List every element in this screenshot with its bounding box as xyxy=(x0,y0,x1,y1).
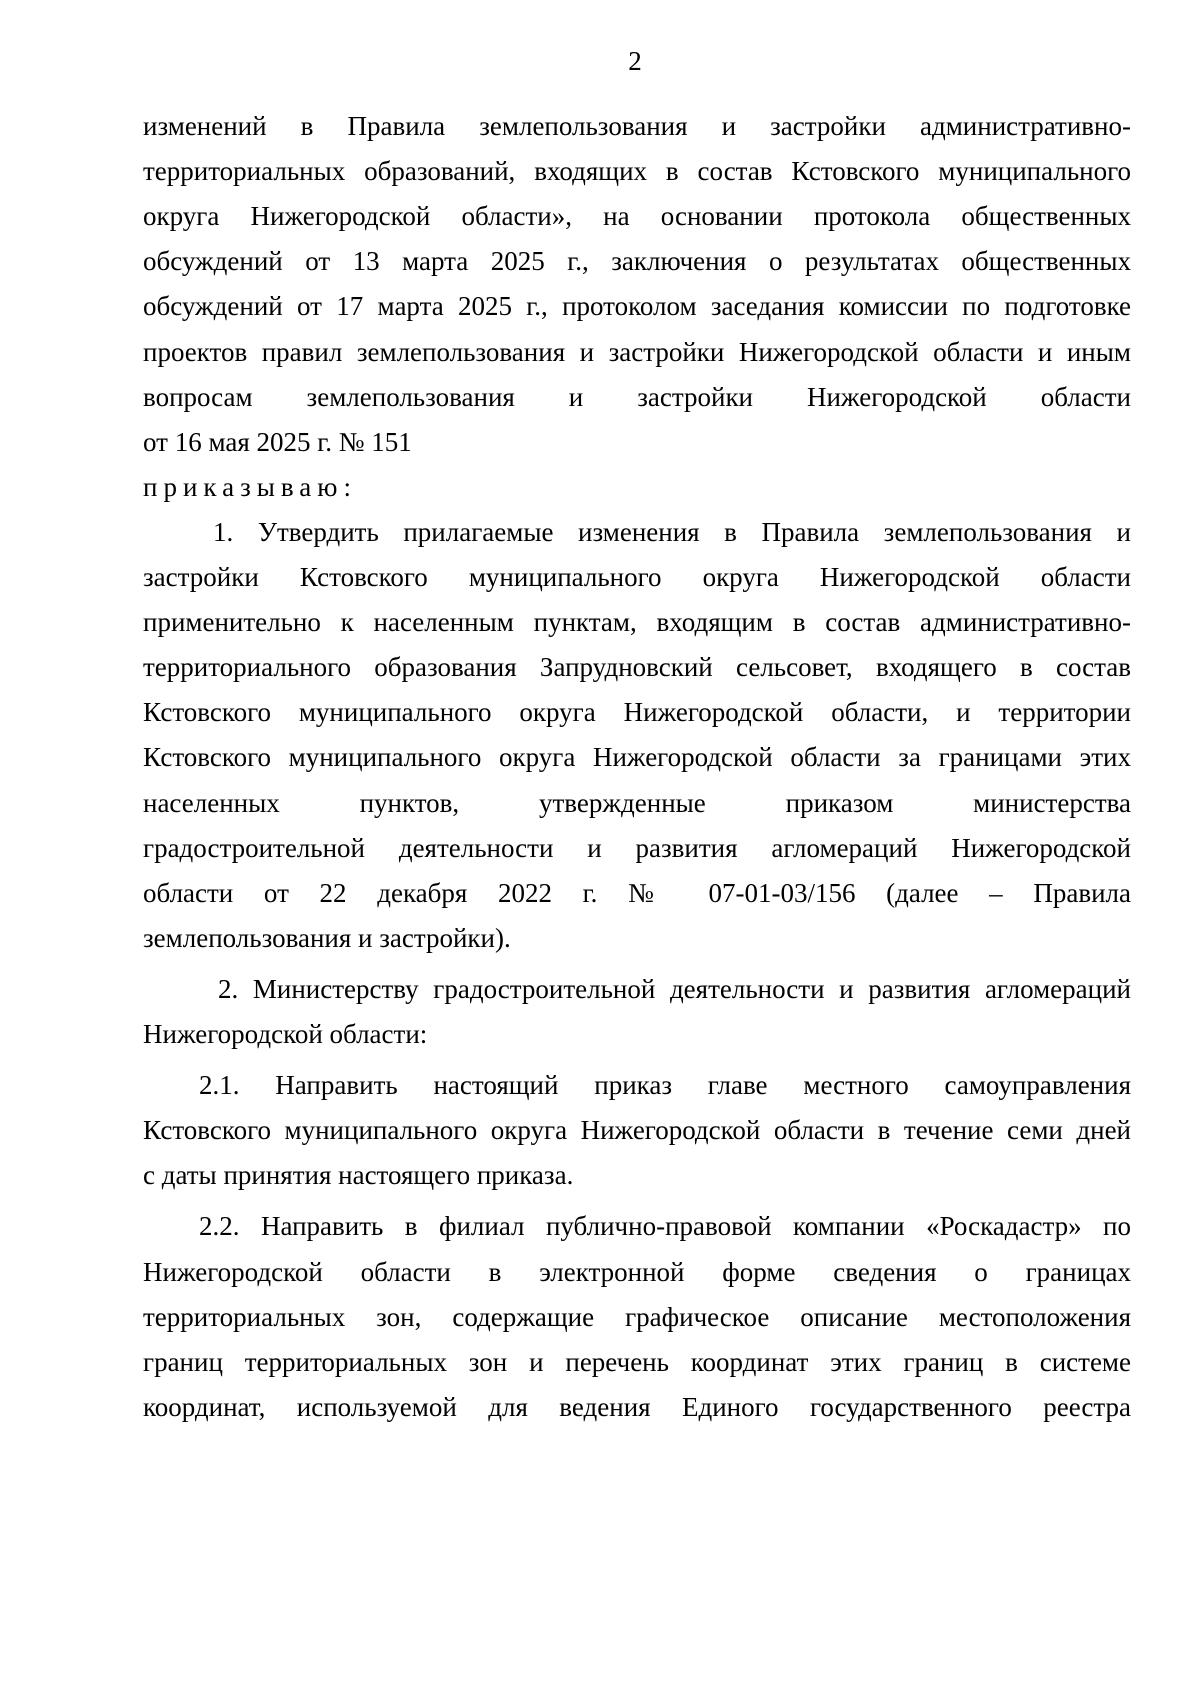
text-line: от 16 мая 2025 г. № 151 xyxy=(143,426,412,457)
text-line: населенных пунктов, утвержденные приказом министерства xyxy=(143,787,1131,818)
page-number: 2 xyxy=(628,46,642,76)
text-line: 2.1. Направить настоящий приказ главе местного самоуправления xyxy=(199,1070,1131,1101)
text-line: 2.2. Направить в филиал публично-правовой компании «Роскадастр» по xyxy=(199,1211,1131,1242)
text-line: Нижегородской области: xyxy=(143,1019,428,1049)
text-line: проектов правил землепользования и застройки Нижегородской области и иным xyxy=(143,336,1131,367)
text-line: Нижегородской области в электронной форме сведения о границах xyxy=(143,1256,1131,1287)
text-line: координат, используемой для ведения Единого государственного реестра xyxy=(143,1391,1131,1422)
text-line: Кстовского муниципального округа Нижегородской области в течение семи дней xyxy=(143,1115,1131,1146)
text-line: обсуждений от 13 марта 2025 г., заключения о результатах общественных xyxy=(143,246,1131,277)
text-line: Кстовского муниципального округа Нижегородской области за границами этих xyxy=(143,742,1131,773)
text-line: 2. Министерству градостроительной деятельности и развития агломераций xyxy=(218,973,1131,1004)
text-line: границ территориальных зон и перечень координат этих границ в системе xyxy=(143,1346,1131,1377)
text-line: обсуждений от 17 марта 2025 г., протоколом заседания комиссии по подготовке xyxy=(143,291,1131,322)
text-line: территориального образования Запрудновский сельсовет, входящего в состав xyxy=(143,652,1131,683)
text-line: области от 22 декабря 2022 г. № 07-01-03/156 (далее – Правила xyxy=(143,877,1131,908)
text-line: территориальных образований, входящих в состав Кстовского муниципального xyxy=(143,156,1131,187)
text-line: территориальных зон, содержащие графическое описание местоположения xyxy=(143,1301,1131,1332)
text-line: 1. Утвердить прилагаемые изменения в Правила землепользования и xyxy=(213,516,1131,547)
text-line: землепользования и застройки). xyxy=(143,922,511,953)
text-line: с даты принятия настоящего приказа. xyxy=(143,1160,574,1191)
text-line: застройки Кстовского муниципального округа Нижегородской области xyxy=(143,562,1131,592)
text-line: округа Нижегородской области», на основании протокола общественных xyxy=(143,201,1131,232)
text-line: изменений в Правила землепользования и застройки административно- xyxy=(143,111,1131,141)
text-line: градостроительной деятельности и развития агломераций Нижегородской xyxy=(143,832,1131,863)
text-line: применительно к населенным пунктам, входящим в состав административно- xyxy=(143,607,1131,638)
text-line: Кстовского муниципального округа Нижегородской области, и территории xyxy=(143,697,1131,728)
text-line: вопросам землепользования и застройки Нижегородской области xyxy=(143,381,1131,412)
text-line: приказываю: xyxy=(143,471,357,502)
